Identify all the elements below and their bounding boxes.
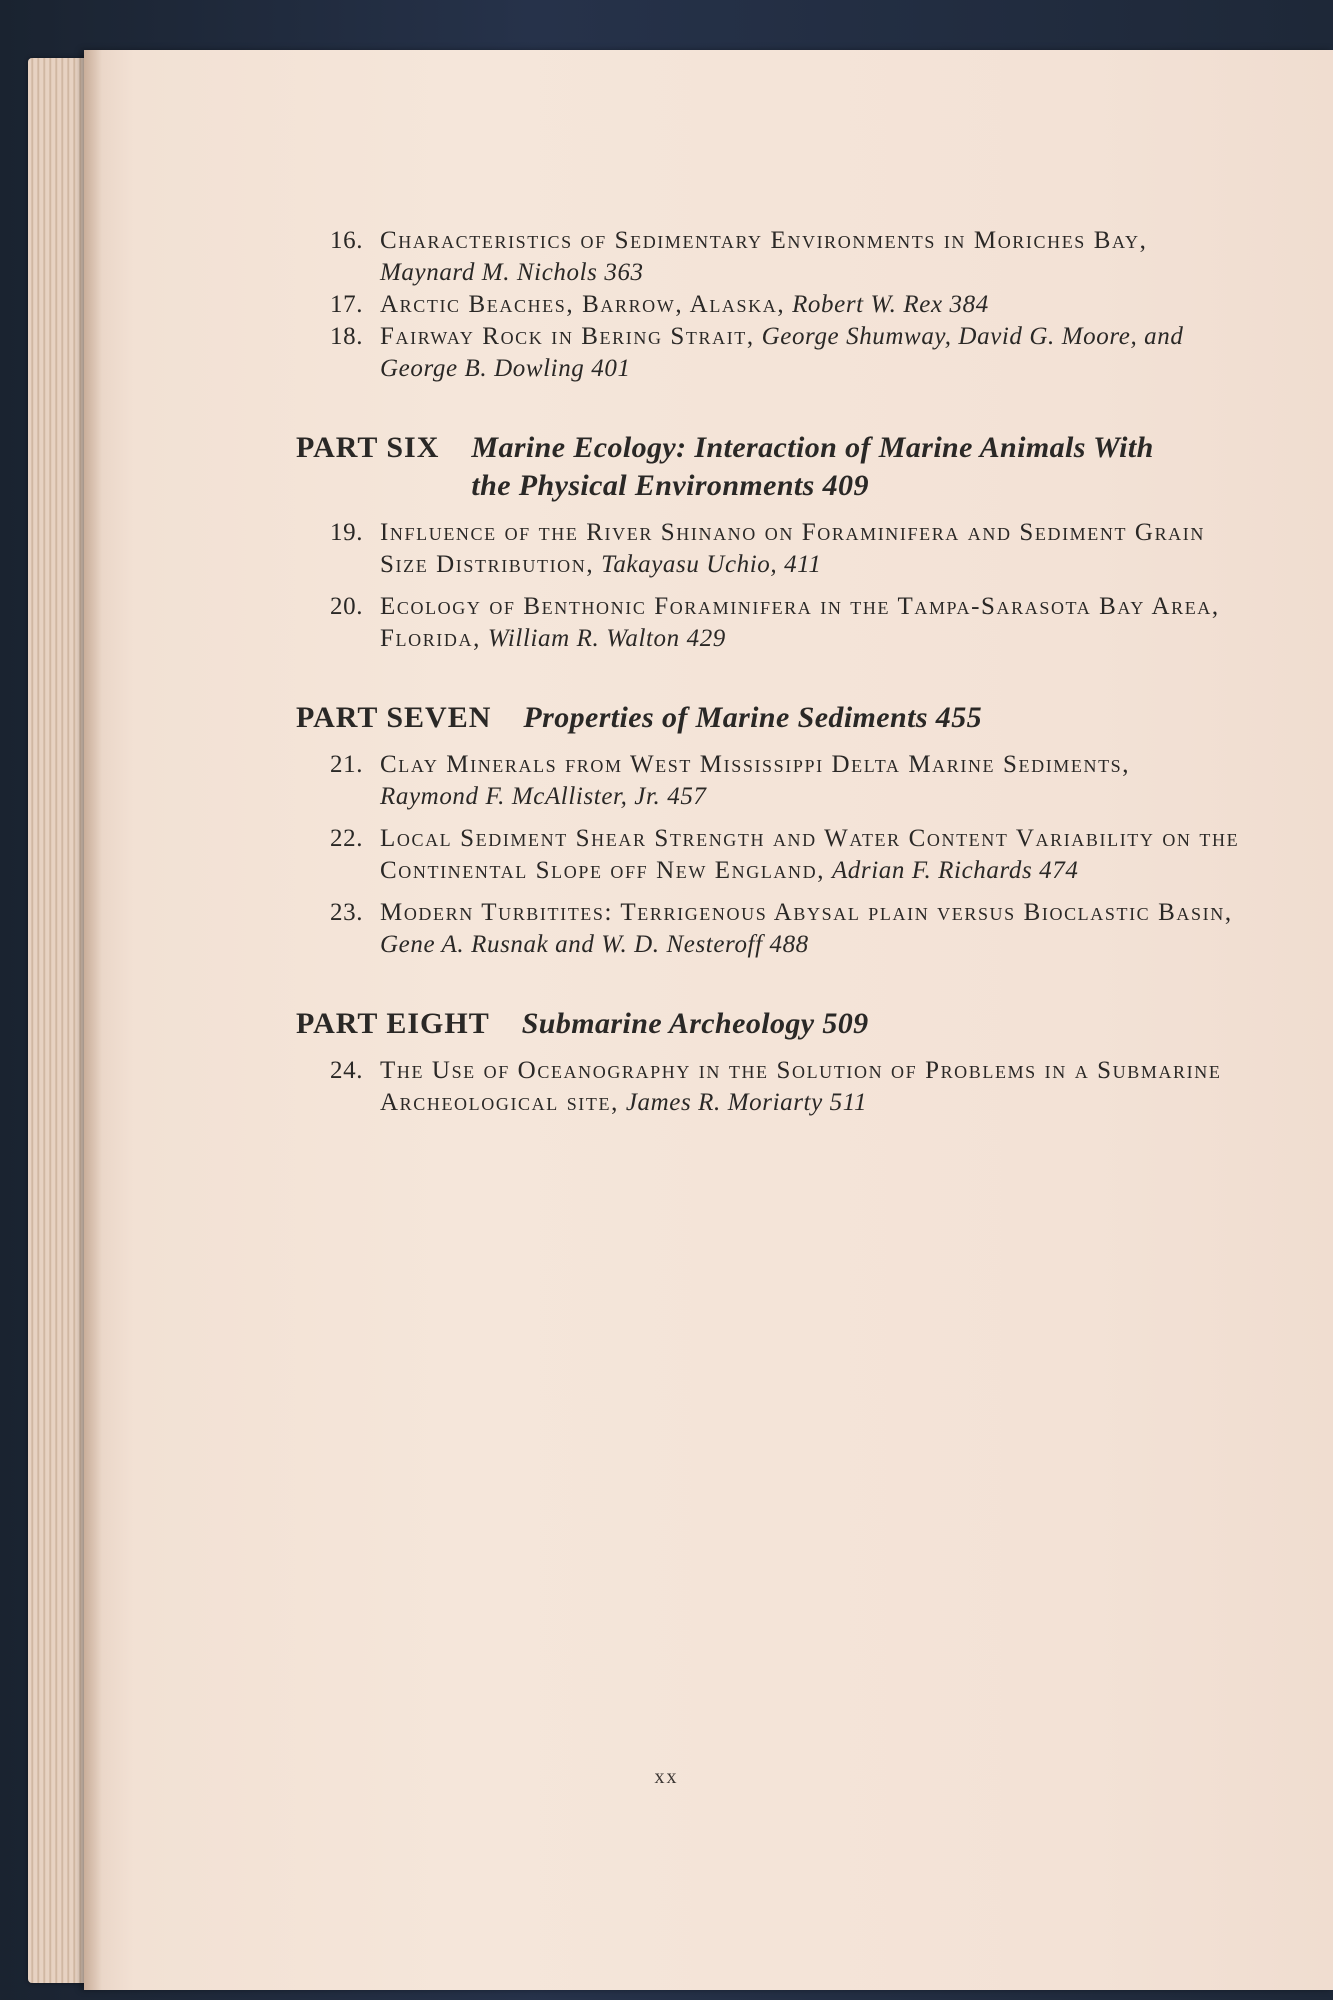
entry-number: 19. bbox=[330, 519, 364, 546]
entry-author: Takayasu Uchio, 411 bbox=[601, 551, 822, 578]
toc-entry-19 bbox=[296, 517, 1256, 581]
entry-title: Influence of the River Shinano on Foraminifera and Sediment Grain Size Distribution, bbox=[380, 519, 1205, 578]
page-number: xx bbox=[654, 1766, 679, 1788]
toc-entry-23 bbox=[296, 897, 1256, 961]
part-eight-heading bbox=[296, 1005, 1256, 1043]
toc-entry-22 bbox=[296, 823, 1256, 887]
entry-author: James R. Moriarty 511 bbox=[625, 1089, 868, 1116]
part-six-heading bbox=[296, 429, 1256, 505]
entry-number: 16. bbox=[330, 227, 364, 254]
part-label: PART EIGHT bbox=[296, 1007, 490, 1040]
entry-author: Maynard M. Nichols 363 bbox=[380, 259, 644, 286]
entry-number: 23. bbox=[330, 899, 364, 926]
part-title: Marine Ecology: Interaction of Marine Animals With the Physical Environments 409 bbox=[471, 431, 1154, 502]
toc-entry-20 bbox=[296, 591, 1256, 655]
toc-entry-17 bbox=[296, 289, 1256, 321]
entry-number: 18. bbox=[330, 323, 364, 350]
toc-entry-16 bbox=[296, 225, 1256, 289]
part-label: PART SIX bbox=[296, 431, 440, 464]
part-title: Properties of Marine Sediments 455 bbox=[523, 701, 982, 734]
entry-number: 21. bbox=[330, 751, 364, 778]
toc-entry-24 bbox=[296, 1055, 1256, 1119]
entry-title: Modern Turbitites: Terrigenous Abysal plain versus Bioclastic Basin, bbox=[380, 899, 1233, 926]
entry-title: The Use of Oceanography in the Solution of Problems in a Submarine Archeological site, bbox=[380, 1057, 1222, 1116]
entry-author: Gene A. Rusnak and W. D. Nesteroff 488 bbox=[380, 931, 809, 958]
entry-author: Robert W. Rex 384 bbox=[792, 291, 989, 318]
entry-title: Local Sediment Shear Strength and Water Content Variability on the Continental Slope off New England, bbox=[380, 825, 1240, 884]
entry-title: Arctic Beaches, Barrow, Alaska, bbox=[380, 291, 786, 318]
entry-title: Clay Minerals from West Mississippi Delta Marine Sediments, bbox=[380, 751, 1131, 778]
table-of-contents bbox=[296, 225, 1256, 1119]
entry-author: George Shumway, David G. Moore, and George B. Dowling 401 bbox=[380, 323, 1184, 382]
entry-number: 20. bbox=[330, 593, 364, 620]
entry-title: Fairway Rock in Bering Strait, bbox=[380, 323, 755, 350]
toc-entry-18 bbox=[296, 321, 1256, 385]
entry-title: Ecology of Benthonic Foraminifera in the Tampa-Sarasota Bay Area, Florida, bbox=[380, 593, 1220, 652]
part-label: PART SEVEN bbox=[296, 701, 492, 734]
part-title: Submarine Archeology 509 bbox=[521, 1007, 869, 1040]
entry-number: 22. bbox=[330, 825, 364, 852]
entry-title: Characteristics of Sedimentary Environments in Moriches Bay, bbox=[380, 227, 1148, 254]
entry-author: Raymond F. McAllister, Jr. 457 bbox=[380, 783, 707, 810]
part-seven-heading bbox=[296, 699, 1256, 737]
entry-author: William R. Walton 429 bbox=[487, 625, 726, 652]
toc-entry-21 bbox=[296, 749, 1256, 813]
entry-author: Adrian F. Richards 474 bbox=[831, 857, 1079, 884]
page-gutter-shadow bbox=[84, 50, 102, 1990]
entry-number: 17. bbox=[330, 291, 364, 318]
entry-number: 24. bbox=[330, 1057, 364, 1084]
